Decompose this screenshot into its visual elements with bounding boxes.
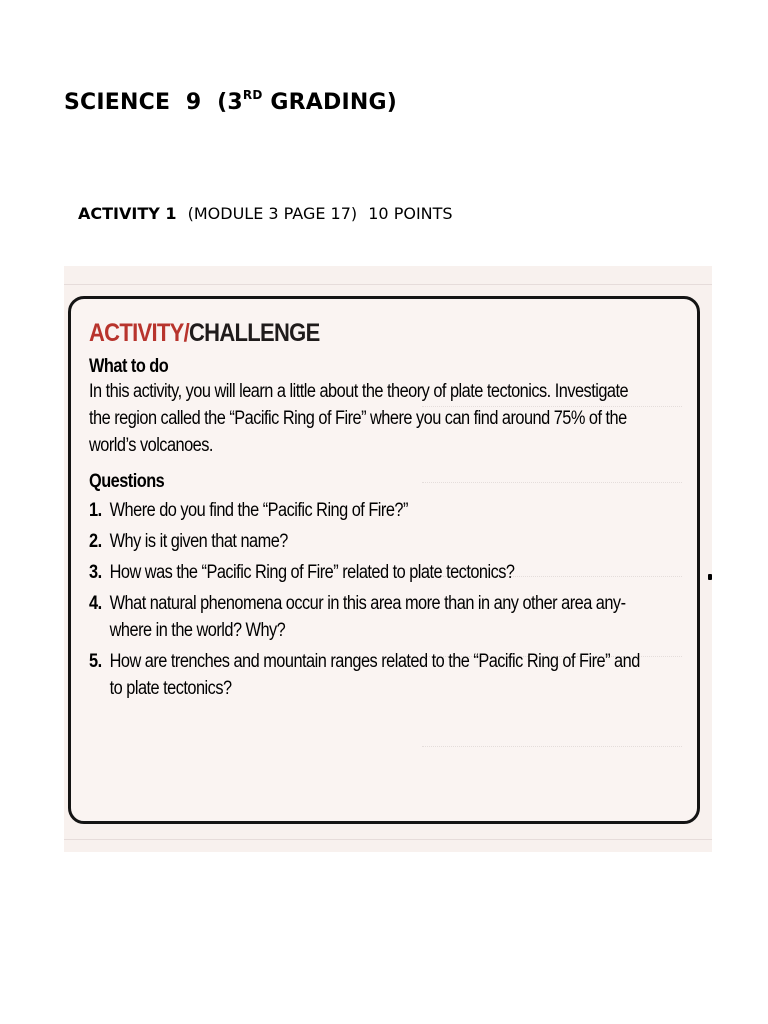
module-reference: (MODULE 3 PAGE 17) xyxy=(187,204,358,223)
bleed-line xyxy=(64,831,712,840)
question-text-continued: to plate tectonics? xyxy=(109,678,232,699)
instructions-line: In this activity, you will learn a little about the theory of plate tectonics. Investigate xyxy=(89,381,629,402)
question-item xyxy=(89,590,626,644)
question-text: What natural phenomena occur in this area more than in any other area any- xyxy=(109,593,626,614)
instructions-paragraph xyxy=(89,378,691,459)
scan-speck xyxy=(708,574,712,580)
page-title xyxy=(64,88,397,115)
question-number: 5. xyxy=(89,651,102,672)
question-number: 4. xyxy=(89,593,102,614)
question-item xyxy=(89,497,605,524)
instructions-line: the region called the “Pacific Ring of Fire” where you can find around 75% of the xyxy=(89,408,627,429)
question-text: How was the “Pacific Ring of Fire” related to plate tectonics? xyxy=(109,562,515,583)
question-number: 1. xyxy=(89,500,102,521)
question-item xyxy=(89,559,605,586)
question-number: 3. xyxy=(89,562,102,583)
question-text: How are trenches and mountain ranges related to the “Pacific Ring of Fire” and xyxy=(109,651,640,672)
question-number: 2. xyxy=(89,531,102,552)
question-text: Where do you find the “Pacific Ring of Fire?” xyxy=(109,500,408,521)
scanned-activity-image xyxy=(64,266,712,852)
activity-header xyxy=(78,204,453,223)
title-part-activity: ACTIVITY/ xyxy=(89,319,190,347)
questions-heading: Questions xyxy=(89,471,165,492)
activity-box xyxy=(68,296,700,824)
title-part-challenge: CHALLENGE xyxy=(189,319,320,347)
grading-superscript: RD xyxy=(242,88,263,102)
activity-content xyxy=(89,319,689,702)
question-text-continued: where in the world? Why? xyxy=(109,620,286,641)
grading-prefix: (3 xyxy=(217,90,243,115)
activity-label: ACTIVITY 1 xyxy=(78,204,177,223)
points-label: 10 POINTS xyxy=(368,204,453,223)
bleed-line xyxy=(64,272,712,285)
instructions-line: world’s volcanoes. xyxy=(89,435,213,456)
grade-number: 9 xyxy=(185,90,202,115)
subject-label: SCIENCE xyxy=(64,90,171,115)
question-item xyxy=(89,648,640,702)
question-item xyxy=(89,528,605,555)
question-text: Why is it given that name? xyxy=(109,531,288,552)
grading-suffix: GRADING) xyxy=(270,90,397,115)
what-to-do-heading: What to do xyxy=(89,356,169,377)
activity-challenge-title xyxy=(89,319,617,348)
